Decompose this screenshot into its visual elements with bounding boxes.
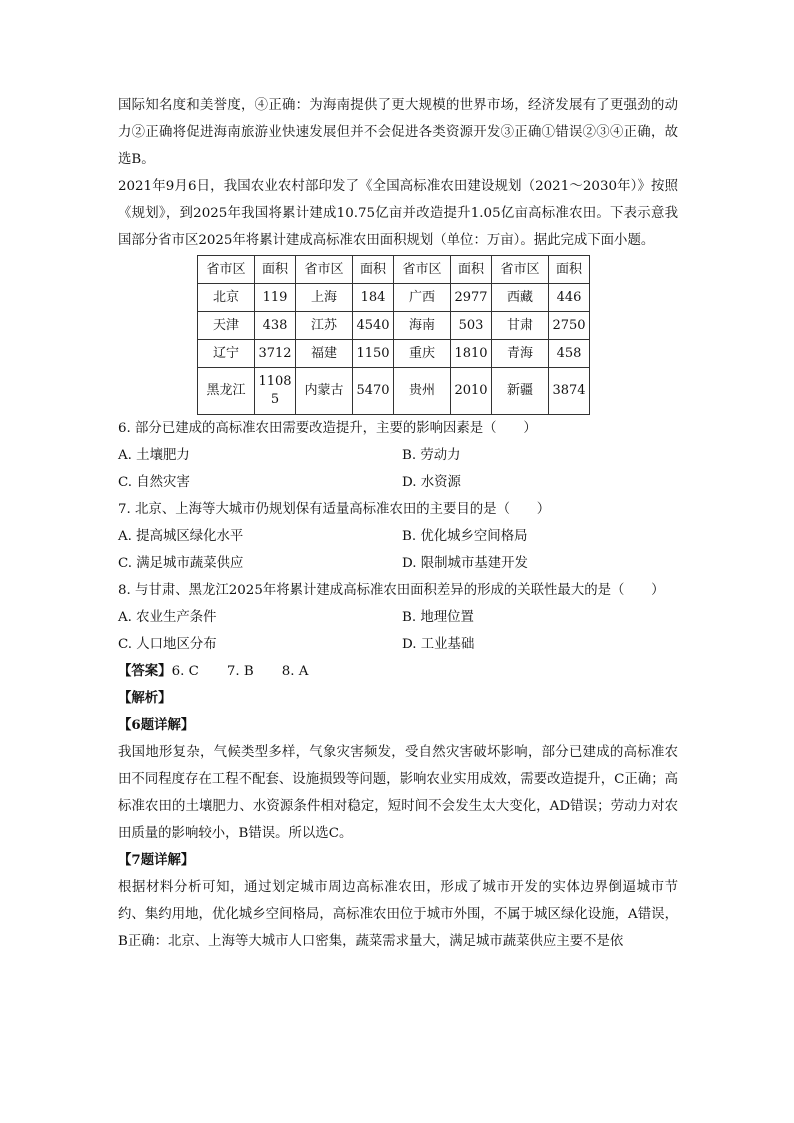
- table-cell: 新疆: [492, 368, 549, 415]
- question-7-options-row2: [118, 550, 678, 577]
- table-cell: 446: [549, 284, 590, 312]
- table-header-cell: 面积: [255, 256, 296, 284]
- farmland-area-table: [197, 255, 590, 415]
- question-8-options-row1: [118, 604, 678, 631]
- table-header-cell: 省市区: [198, 256, 255, 284]
- table-cell: 3874: [549, 368, 590, 415]
- table-cell: 黑龙江: [198, 368, 255, 415]
- material-paragraph: 2021年9月6日，我国农业农村部印发了《全国高标准农田建设规划（2021～2030年）》按照《规划》，到2025年我国将累计建成10.75亿亩并改造提升1.05亿亩高标准农田。下表示意我国部分省市区2025年将累计建成高标准农田面积规划（单位：万亩）。据此完成下面小题。: [118, 179, 678, 248]
- table-cell-wrapped: [255, 368, 296, 415]
- table-header-cell: 面积: [451, 256, 492, 284]
- table-row: [198, 340, 590, 368]
- document-page: [118, 92, 678, 955]
- question-6-stem: 6. 部分已建成的高标准农田需要改造提升，主要的影响因素是（ ）: [118, 421, 537, 436]
- option: C. 满足城市蔬菜供应: [118, 556, 244, 571]
- table-row: [198, 284, 590, 312]
- table-cell: 甘肃: [492, 312, 549, 340]
- option: C. 自然灾害: [118, 475, 190, 490]
- table-cell: 福建: [296, 340, 353, 368]
- table-cell: 海南: [394, 312, 451, 340]
- table-cell: 1150: [353, 340, 394, 368]
- option: D. 限制城市基建开发: [402, 556, 528, 571]
- wrapped-line-1: 1108: [258, 374, 292, 389]
- table-cell: 上海: [296, 284, 353, 312]
- answer-line: [118, 658, 678, 685]
- table-header-cell: 省市区: [492, 256, 549, 284]
- option: C. 人口地区分布: [118, 637, 217, 652]
- table-cell: 北京: [198, 284, 255, 312]
- table-cell: 西藏: [492, 284, 549, 312]
- q7-detail-label: 【7题详解】: [118, 852, 195, 868]
- table-header-cell: 省市区: [394, 256, 451, 284]
- question-6-options-row1: [118, 442, 678, 469]
- farmland-table-wrapper: [118, 255, 678, 415]
- table-cell: 内蒙古: [296, 368, 353, 415]
- question-7-stem: 7. 北京、上海等大城市仍规划保有适量高标准农田的主要目的是（ ）: [118, 502, 551, 517]
- table-cell: 503: [451, 312, 492, 340]
- question-8-options-row2: [118, 631, 678, 658]
- table-cell: 2750: [549, 312, 590, 340]
- answer-7: 7. B: [226, 664, 254, 679]
- table-header-row: [198, 256, 590, 284]
- option: D. 工业基础: [402, 637, 475, 652]
- table-cell: 184: [353, 284, 394, 312]
- table-header-cell: 面积: [353, 256, 394, 284]
- table-header-cell: 省市区: [296, 256, 353, 284]
- table-cell: 辽宁: [198, 340, 255, 368]
- table-cell: 3712: [255, 340, 296, 368]
- table-cell: 2977: [451, 284, 492, 312]
- answer-6: 6. C: [171, 664, 199, 679]
- answer-label: 【答案】: [118, 663, 172, 679]
- table-cell: 1810: [451, 340, 492, 368]
- option: B. 劳动力: [402, 448, 461, 463]
- q6-detail-text: 我国地形复杂，气候类型多样，气象灾害频发，受自然灾害破坏影响，部分已建成的高标准农田不同程度存在工程不配套、设施损毁等问题，影响农业实用成效，需要改造提升，C正确；高标准农田的土壤肥力、水资源条件相对稳定，短时间不会发生太大变化，AD错误；劳动力对农田质量的影响较小，B错误。所以选C。: [118, 745, 678, 841]
- option: A. 农业生产条件: [118, 610, 217, 625]
- table-cell: 2010: [451, 368, 492, 415]
- option: A. 提高城区绿化水平: [118, 529, 244, 544]
- table-row: [198, 368, 590, 415]
- question-6-options-row2: [118, 469, 678, 496]
- q6-detail-label: 【6题详解】: [118, 717, 195, 733]
- wrapped-line-2: 5: [270, 392, 280, 407]
- table-cell: 5470: [353, 368, 394, 415]
- table-cell: 438: [255, 312, 296, 340]
- option: A. 土壤肥力: [118, 448, 190, 463]
- analysis-label: 【解析】: [118, 690, 172, 706]
- option: D. 水资源: [402, 475, 461, 490]
- table-row: [198, 312, 590, 340]
- table-cell: 天津: [198, 312, 255, 340]
- q7-detail-text: 根据材料分析可知，通过划定城市周边高标准农田，形成了城市开发的实体边界倒逼城市节约、集约用地，优化城乡空间格局，高标准农田位于城市外围，不属于城区绿化设施，A错误，B正确：北京、上海等大城市人口密集，蔬菜需求量大，满足城市蔬菜供应主要不是依: [118, 880, 678, 949]
- table-cell: 458: [549, 340, 590, 368]
- question-8-stem: 8. 与甘肃、黑龙江2025年将累计建成高标准农田面积差异的形成的关联性最大的是（ ）: [118, 583, 665, 598]
- answer-8: 8. A: [281, 664, 309, 679]
- table-cell: 贵州: [394, 368, 451, 415]
- option: B. 地理位置: [402, 610, 474, 625]
- table-cell: 青海: [492, 340, 549, 368]
- question-7-options-row1: [118, 523, 678, 550]
- table-cell: 广西: [394, 284, 451, 312]
- option: B. 优化城乡空间格局: [402, 529, 528, 544]
- table-cell: 江苏: [296, 312, 353, 340]
- table-header-cell: 面积: [549, 256, 590, 284]
- previous-answer-text: 国际知名度和美誉度，④正确：为海南提供了更大规模的世界市场，经济发展有了更强劲的动力②正确将促进海南旅游业快速发展但并不会促进各类资源开发③正确①错误②③④正确，故选B。: [118, 98, 678, 167]
- table-cell: 重庆: [394, 340, 451, 368]
- table-cell: 4540: [353, 312, 394, 340]
- table-cell: 119: [255, 284, 296, 312]
